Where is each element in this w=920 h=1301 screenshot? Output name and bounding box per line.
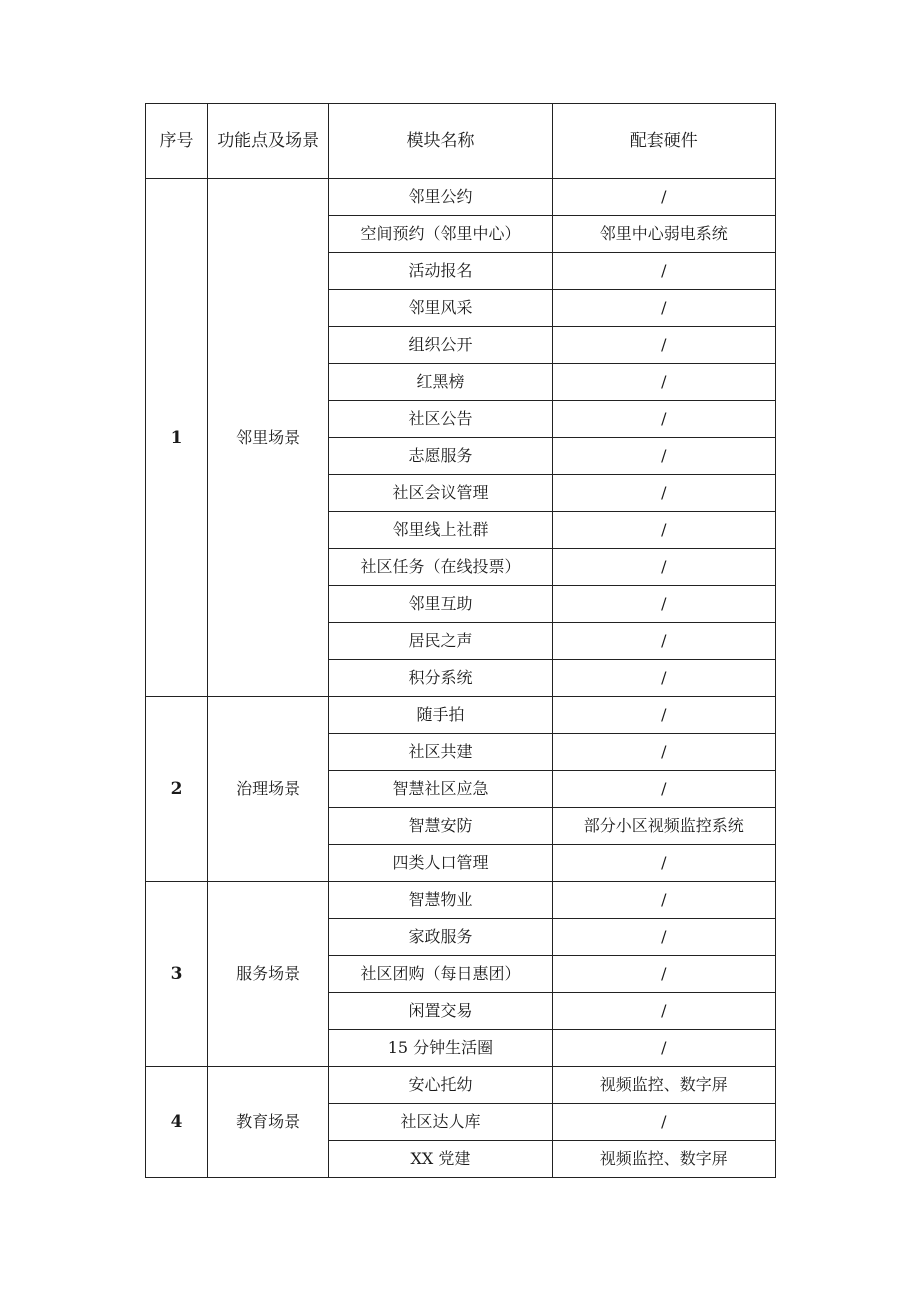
hardware-cell: /	[552, 549, 775, 586]
group-seq-cell: 1	[146, 179, 208, 697]
hardware-cell: /	[552, 586, 775, 623]
module-name-cell: 社区公告	[329, 401, 552, 438]
hardware-cell: /	[552, 179, 775, 216]
hardware-cell: 邻里中心弱电系统	[552, 216, 775, 253]
table-row	[146, 1067, 776, 1104]
hardware-cell: /	[552, 956, 775, 993]
hardware-cell: /	[552, 697, 775, 734]
hardware-cell: 部分小区视频监控系统	[552, 808, 775, 845]
module-name-cell: 邻里公约	[329, 179, 552, 216]
module-name-cell: 15 分钟生活圈	[329, 1030, 552, 1067]
module-name-cell: 社区任务（在线投票）	[329, 549, 552, 586]
hardware-cell: /	[552, 1104, 775, 1141]
table-row	[146, 697, 776, 734]
module-name-cell: 家政服务	[329, 919, 552, 956]
group-scene-cell: 治理场景	[208, 697, 329, 882]
module-name-cell: 智慧安防	[329, 808, 552, 845]
hardware-cell: /	[552, 882, 775, 919]
module-name-cell: 社区团购（每日惠团）	[329, 956, 552, 993]
module-name-cell: 邻里互助	[329, 586, 552, 623]
module-name-cell: 邻里线上社群	[329, 512, 552, 549]
table-body	[146, 179, 776, 1178]
module-name-cell: 空间预约（邻里中心）	[329, 216, 552, 253]
table-header	[146, 104, 776, 179]
module-name-cell: 积分系统	[329, 660, 552, 697]
hardware-cell: /	[552, 438, 775, 475]
hardware-cell: /	[552, 1030, 775, 1067]
hardware-cell: /	[552, 364, 775, 401]
header-module: 模块名称	[329, 104, 552, 179]
module-name-cell: 智慧社区应急	[329, 771, 552, 808]
header-scene: 功能点及场景	[208, 104, 329, 179]
module-name-cell: 智慧物业	[329, 882, 552, 919]
hardware-cell: /	[552, 327, 775, 364]
hardware-cell: /	[552, 845, 775, 882]
module-name-cell: 志愿服务	[329, 438, 552, 475]
module-name-cell: 四类人口管理	[329, 845, 552, 882]
hardware-cell: /	[552, 993, 775, 1030]
module-name-cell: 邻里风采	[329, 290, 552, 327]
module-name-cell: 居民之声	[329, 623, 552, 660]
module-name-cell: 社区会议管理	[329, 475, 552, 512]
header-seq: 序号	[146, 104, 208, 179]
group-scene-cell: 邻里场景	[208, 179, 329, 697]
group-scene-cell: 服务场景	[208, 882, 329, 1067]
module-name-cell: 社区达人库	[329, 1104, 552, 1141]
module-name-cell: 活动报名	[329, 253, 552, 290]
hardware-cell: /	[552, 475, 775, 512]
module-name-cell: 闲置交易	[329, 993, 552, 1030]
hardware-cell: /	[552, 512, 775, 549]
group-seq-cell: 4	[146, 1067, 208, 1178]
hardware-cell: /	[552, 253, 775, 290]
feature-module-table	[145, 103, 776, 1178]
hardware-cell: /	[552, 771, 775, 808]
hardware-cell: /	[552, 290, 775, 327]
hardware-cell: 视频监控、数字屏	[552, 1141, 775, 1178]
group-seq-cell: 2	[146, 697, 208, 882]
table-row	[146, 882, 776, 919]
hardware-cell: /	[552, 919, 775, 956]
header-row	[146, 104, 776, 179]
module-name-cell: 随手拍	[329, 697, 552, 734]
table-row	[146, 179, 776, 216]
hardware-cell: /	[552, 401, 775, 438]
group-scene-cell: 教育场景	[208, 1067, 329, 1178]
hardware-cell: /	[552, 660, 775, 697]
hardware-cell: 视频监控、数字屏	[552, 1067, 775, 1104]
module-name-cell: 社区共建	[329, 734, 552, 771]
hardware-cell: /	[552, 734, 775, 771]
module-name-cell: 红黑榜	[329, 364, 552, 401]
group-seq-cell: 3	[146, 882, 208, 1067]
module-name-cell: 组织公开	[329, 327, 552, 364]
module-name-cell: XX 党建	[329, 1141, 552, 1178]
hardware-cell: /	[552, 623, 775, 660]
module-name-cell: 安心托幼	[329, 1067, 552, 1104]
header-hardware: 配套硬件	[552, 104, 775, 179]
